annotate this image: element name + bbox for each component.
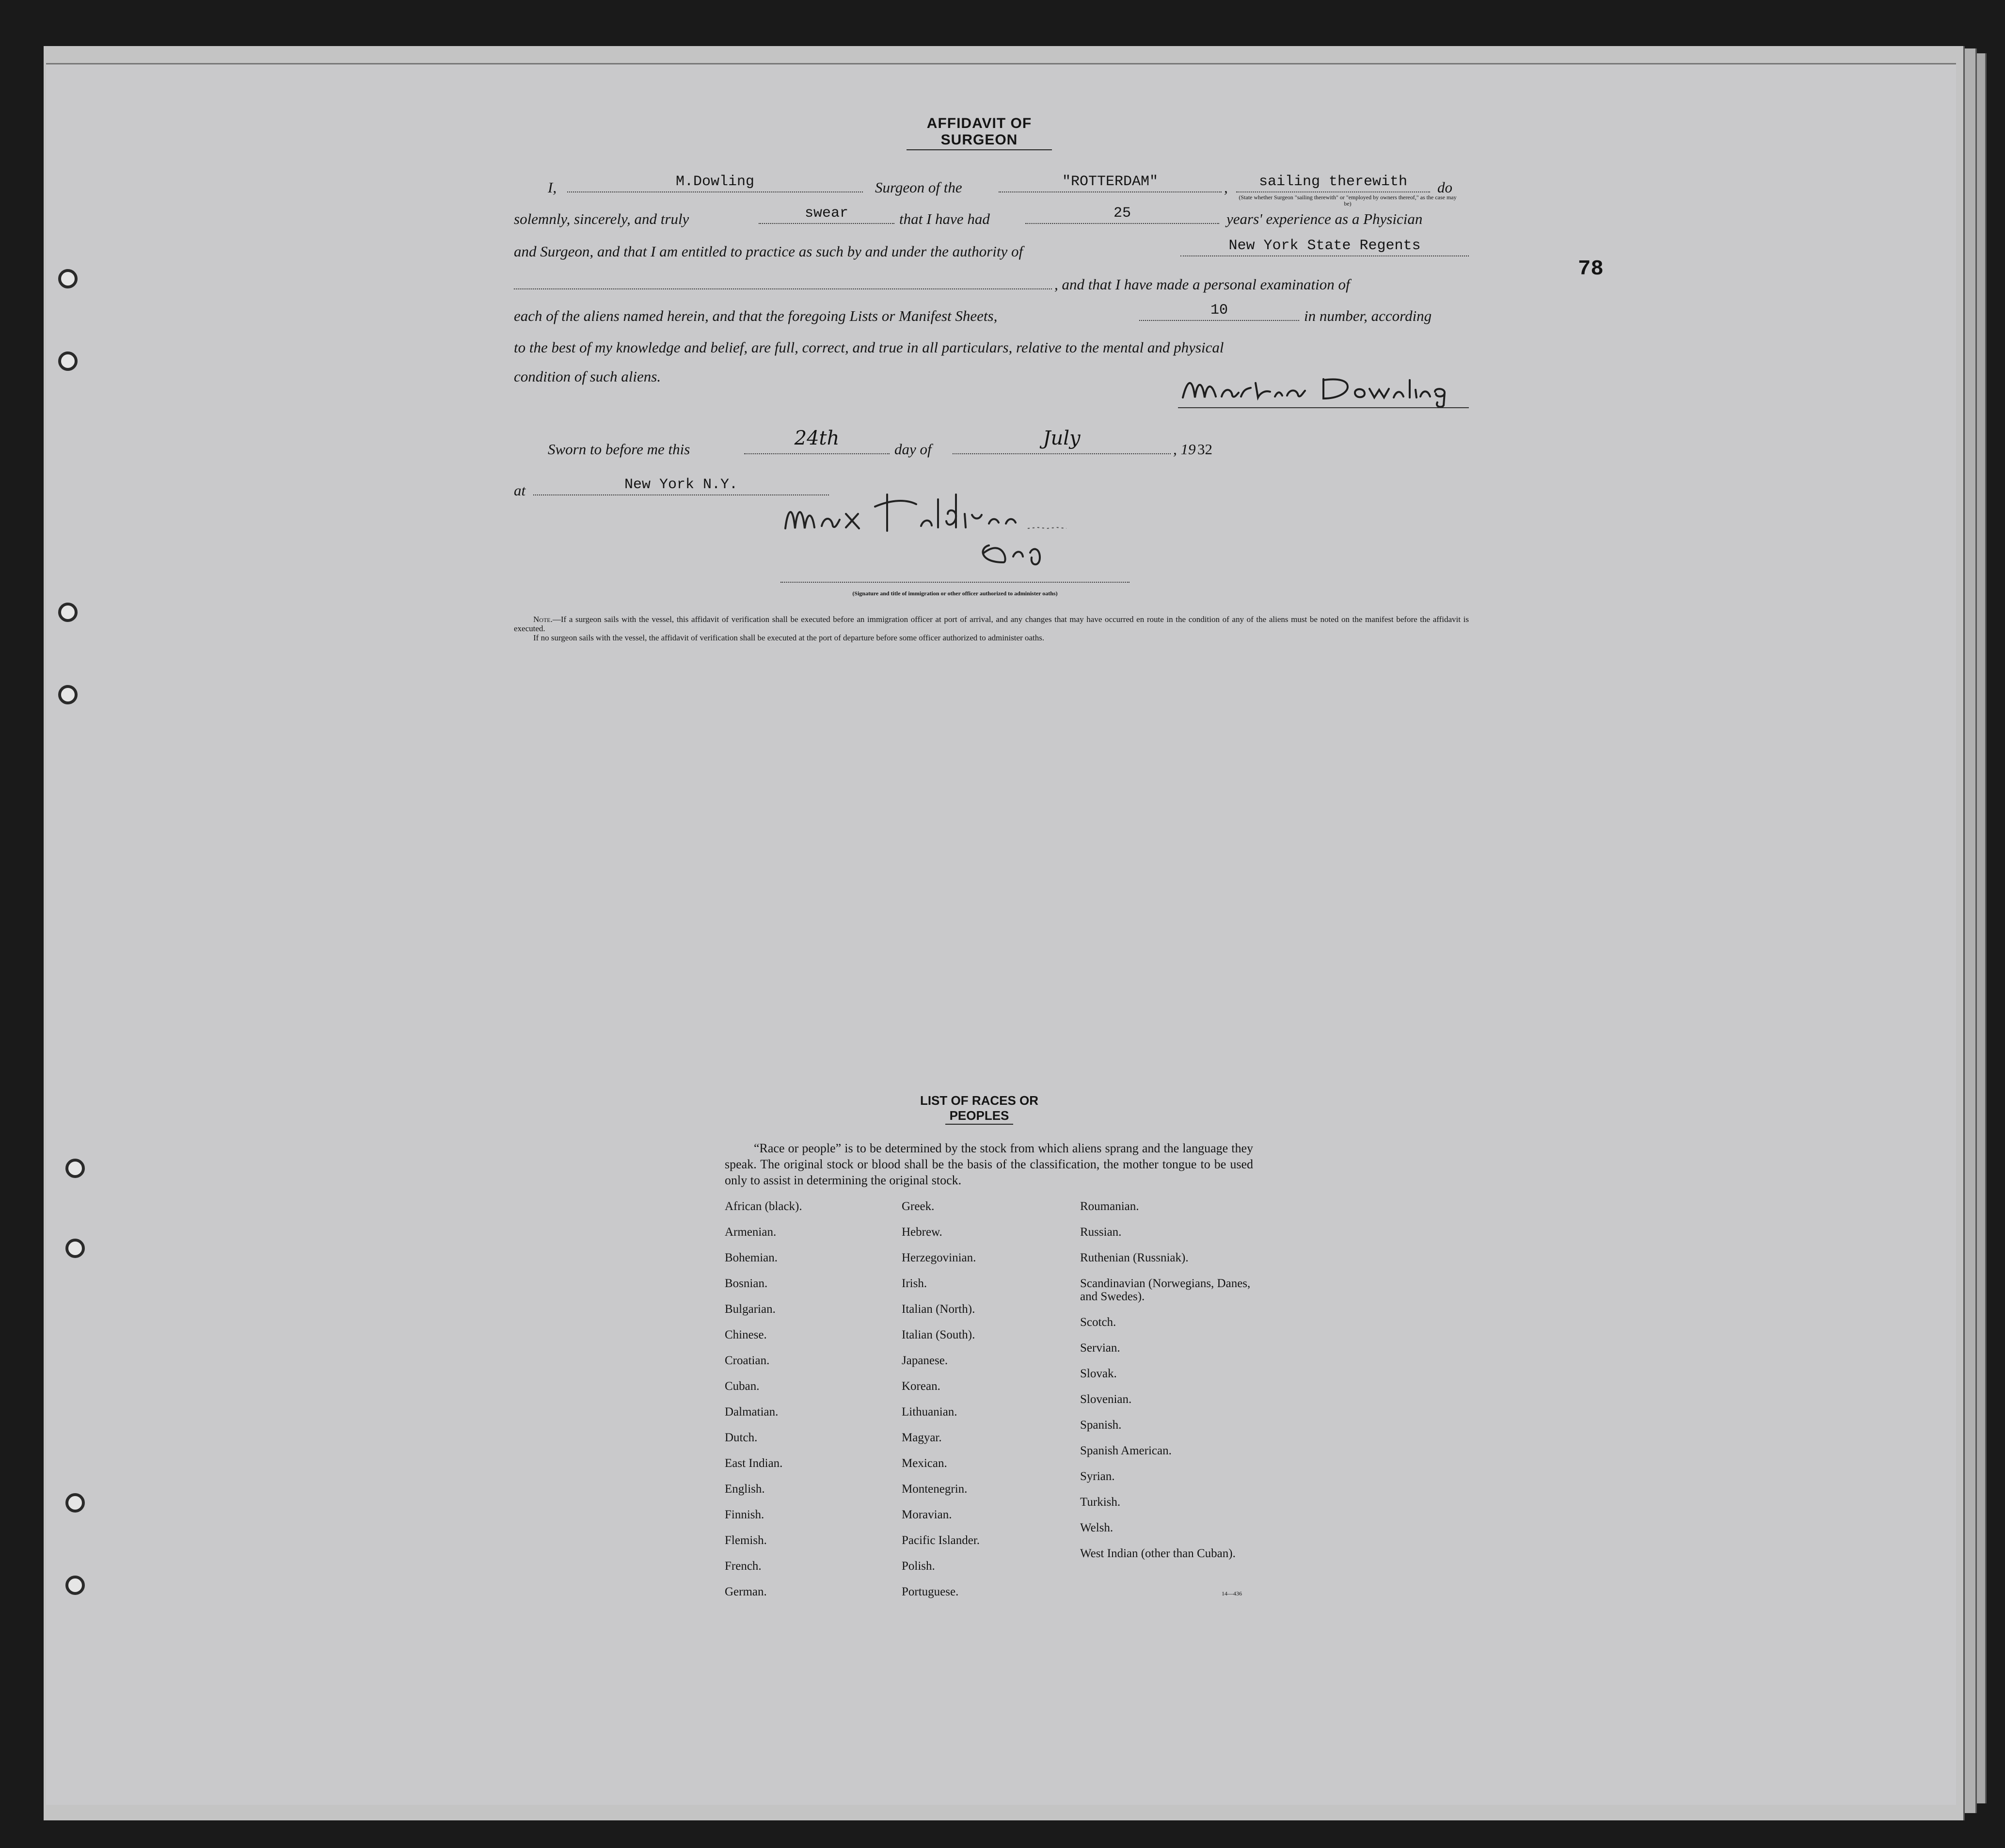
sworn-month-field: July (953, 427, 1171, 454)
race-item: Mexican. (902, 1457, 947, 1470)
binder-hole (65, 1493, 85, 1513)
line-text: in number, according (1304, 307, 1432, 324)
race-item: Dutch. (725, 1431, 758, 1444)
race-item: Welsh. (1080, 1521, 1114, 1534)
race-item: Portuguese. (902, 1585, 959, 1598)
race-item: Hebrew. (902, 1226, 942, 1239)
surgeon-signature-drawing (1178, 373, 1469, 407)
race-item: Cuban. (725, 1380, 760, 1393)
race-item: East Indian. (725, 1457, 783, 1470)
race-item: Bosnian. (725, 1277, 768, 1290)
race-item: Greek. (902, 1200, 935, 1213)
race-item: Italian (South). (902, 1328, 975, 1341)
note-paragraph-2: If no surgeon sails with the vessel, the affidavit of verification shall be executed at the port of departure before some officer authorized to administer oaths. (533, 633, 1045, 642)
race-item: Montenegrin. (902, 1482, 968, 1496)
race-item: Russian. (1080, 1226, 1122, 1239)
affidavit-note (514, 615, 1469, 642)
races-intro (725, 1140, 1253, 1188)
race-item: Spanish. (1080, 1418, 1122, 1432)
race-item: Scandinavian (Norwegians, Danes, and Swedes). (1080, 1277, 1251, 1303)
title-underline (907, 149, 1052, 150)
binder-hole (58, 685, 78, 704)
race-item: Chinese. (725, 1328, 767, 1341)
sworn-day-field: 24th (744, 427, 890, 454)
race-item: Roumanian. (1080, 1200, 1139, 1213)
sworn-year-field: 32 (1197, 441, 1212, 458)
race-item: Armenian. (725, 1226, 777, 1239)
note-label: Note. (533, 615, 553, 624)
line-text: to the best of my knowledge and belief, are full, correct, and true in all particulars, relative to the mental and physical (514, 339, 1224, 356)
line-text: years' experience as a Physician (1226, 210, 1423, 227)
race-item: Japanese. (902, 1354, 948, 1367)
race-item: Bohemian. (725, 1251, 778, 1264)
race-item: German. (725, 1585, 767, 1598)
races-list-title: LIST OF RACES OR PEOPLES (920, 1093, 1039, 1123)
race-item: Herzegovinian. (902, 1251, 976, 1264)
officer-signature (776, 485, 1159, 567)
line-text: do (1437, 179, 1452, 196)
binder-hole (58, 269, 78, 288)
line-text: solemnly, sincerely, and truly (514, 210, 689, 227)
race-item: African (black). (725, 1200, 802, 1213)
affidavit-line-1 (514, 172, 1469, 207)
line-text: day of (894, 441, 932, 458)
race-item: West Indian (other than Cuban). (1080, 1547, 1236, 1560)
affidavit-title: AFFIDAVIT OF SURGEON (926, 115, 1032, 148)
binder-hole (65, 1159, 85, 1178)
races-intro-text: “Race or people” is to be determined by the stock from which aliens sprang and the language they speak. The original stock or blood shall be the basis of the classification, the mother tongue to be used only to assist in determining the original stock. (725, 1141, 1253, 1187)
line-text: , (1224, 179, 1228, 196)
line-text: Sworn to before me this (548, 441, 690, 458)
line-text: I, (548, 179, 557, 196)
race-item: Spanish American. (1080, 1444, 1172, 1457)
race-item: Korean. (902, 1380, 940, 1393)
line-text: and Surgeon, and that I am entitled to practice as such by and under the authority of (514, 243, 1023, 260)
sworn-line (514, 427, 1469, 463)
note-text-1: —If a surgeon sails with the vessel, this affidavit of verification shall be executed before an immigration officer at port of arrival, and any changes that may have occurred en route in the condition of any of the aliens must be noted on the manifest before the affidavit is executed. (514, 615, 1469, 633)
race-item: French. (725, 1560, 762, 1573)
affidavit-line-3 (514, 236, 1469, 265)
affidavit-line-5 (514, 301, 1469, 330)
note-paragraph-1 (514, 615, 1469, 633)
authority-field: New York State Regents (1180, 236, 1469, 256)
sailing-status-field: sailing therewith (1236, 172, 1430, 192)
race-item: Syrian. (1080, 1470, 1115, 1483)
race-item: Polish. (902, 1560, 935, 1573)
officer-signature-line (780, 582, 1130, 583)
race-item: Scotch. (1080, 1316, 1116, 1329)
binder-hole (65, 1576, 85, 1595)
race-item: Irish. (902, 1277, 927, 1290)
authority-field-continued (514, 269, 1052, 289)
line-text: , 19 (1173, 441, 1196, 458)
race-item: Lithuanian. (902, 1405, 957, 1418)
line-text: , and that I have made a personal examination of (1054, 276, 1350, 293)
affidavit-line-6 (514, 332, 1469, 361)
race-item: Slovenian. (1080, 1393, 1132, 1406)
oath-field: swear (759, 204, 894, 224)
race-item: Dalmatian. (725, 1405, 779, 1418)
form-code: 14—436 (1222, 1590, 1242, 1597)
sheets-count-field: 10 (1139, 301, 1299, 321)
officer-signature-caption: (Signature and title of immigration or other officer authorized to administer oaths) (852, 590, 1058, 597)
races-title-underline (945, 1124, 1013, 1125)
binder-hole (58, 603, 78, 622)
race-item: Italian (North). (902, 1303, 975, 1316)
affidavit-line-2 (514, 204, 1469, 233)
officer-signature-drawing (776, 485, 1159, 567)
vessel-name-field: "ROTTERDAM" (999, 172, 1222, 192)
race-item: Turkish. (1080, 1496, 1121, 1509)
race-item: Moravian. (902, 1508, 952, 1521)
line-text: that I have had (899, 210, 990, 227)
line-text: condition of such aliens. (514, 368, 661, 385)
race-item: Slovak. (1080, 1367, 1117, 1380)
surgeon-signature (1178, 373, 1469, 408)
affidavit-line-4 (514, 269, 1469, 298)
status-instruction: (State whether Surgeon "sailing therewith" or "employed by owners thereof," as the case may be) (1239, 194, 1457, 207)
races-column-3 (1080, 1200, 1255, 1573)
surgeon-name-field: M.Dowling (567, 172, 863, 192)
binder-hole (65, 1239, 85, 1258)
race-item: Ruthenian (Russniak). (1080, 1251, 1189, 1264)
race-item: English. (725, 1482, 765, 1496)
races-column-1 (725, 1200, 899, 1611)
page-number: 78 (1578, 257, 1604, 281)
binder-hole (58, 351, 78, 371)
race-item: Servian. (1080, 1341, 1120, 1354)
line-text: each of the aliens named herein, and that the foregoing Lists or Manifest Sheets, (514, 307, 998, 324)
line-text: at (514, 482, 526, 499)
race-item: Finnish. (725, 1508, 764, 1521)
race-item: Croatian. (725, 1354, 770, 1367)
race-item: Magyar. (902, 1431, 942, 1444)
race-item: Pacific Islander. (902, 1534, 980, 1547)
race-item: Bulgarian. (725, 1303, 776, 1316)
line-text: Surgeon of the (875, 179, 962, 196)
race-item: Flemish. (725, 1534, 767, 1547)
races-column-2 (902, 1200, 1076, 1611)
years-field: 25 (1025, 204, 1219, 224)
place-field: New York N.Y. (533, 475, 829, 495)
